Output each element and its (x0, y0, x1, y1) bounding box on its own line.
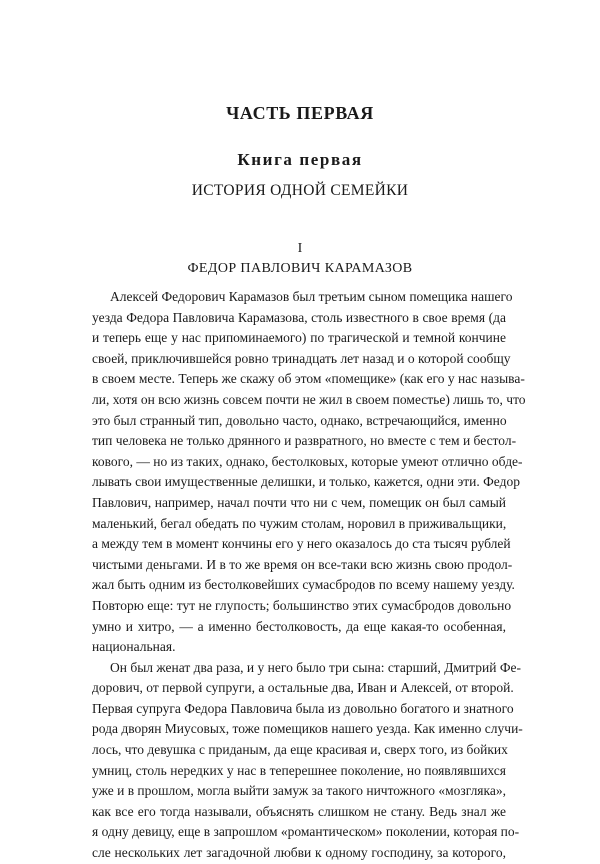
text-line: Повторю еще: тут не глупость; большинство этих сумасбродов довольно (92, 597, 512, 613)
book-title: Книга первая (237, 150, 363, 169)
text-line: Алексей Федорович Карамазов был третьим сыном помещика нашего (110, 289, 513, 304)
text-line: я одну девицу, еще в запрошлом «романтическом» поколении, которая по- (92, 824, 520, 840)
text-line: жал быть одним из бестолковейших сумасбродов по всему нашему уезду. (92, 577, 515, 593)
text-line: дорович, от первой супруги, а остальные два, Иван и Алексей, от второй. (92, 680, 514, 696)
text-line: уезда Федора Павловича Карамазова, столь известного в свое время (да (92, 309, 506, 325)
text-line: Павлович, например, начал почти что ни с чем, помещик он был самый (92, 494, 506, 510)
text-line: Он был женат два раза, и у него было три сына: старший, Дмитрий Фе- (110, 659, 521, 675)
part-title: ЧАСТЬ ПЕРВАЯ (226, 103, 374, 123)
text-line: а между тем в момент кончины его у него оказалось до ста тысяч рублей (92, 536, 511, 552)
text-line: в своем месте. Теперь же скажу об этом «помещике» (как его у нас называ- (92, 371, 525, 387)
text-line: маленький, бегал обедать по чужим столам, норовил в приживальщики, (92, 515, 507, 531)
text-line: умно и хитро, — а именно бестолковость, да еще какая-то особенная, (92, 618, 506, 634)
chapter-number: I (297, 241, 303, 256)
text-line: чистыми деньгами. И в то же время он все-таки всю жизнь свою продол- (92, 556, 513, 572)
text-line: Первая супруга Федора Павловича была из довольно богатого и знатного (92, 700, 514, 716)
text-line: ли, хотя он всю жизнь совсем почти не жил в своем поместье) лишь то, что (92, 391, 526, 407)
text-line: умниц, столь нередких у нас в теперешнее поколение, но появлявшихся (92, 762, 506, 778)
text-line: лывать свои имущественные делишки, и только, кажется, одни эти. Федор (92, 474, 520, 490)
chapter-title: ФЕДОР ПАВЛОВИЧ КАРАМАЗОВ (187, 261, 413, 276)
text-line: как все его тогда называли, объяснять слишком не стану. Ведь знал же (92, 803, 506, 819)
text-line: и теперь еще у нас припоминаемого) по трагической и темной кончине (92, 330, 506, 346)
body-text (92, 287, 526, 864)
text-line: своей, приключившейся ровно тринадцать лет назад и о которой сообщу (92, 350, 511, 366)
text-line: это был странный тип, довольно часто, однако, встречающийся, именно (92, 412, 507, 428)
text-line: кового, — но из таких, однако, бестолковых, которые умеют отлично обде- (92, 453, 523, 469)
text-line: сле нескольких лет загадочной любви к одному господину, за которого, (92, 845, 506, 861)
text-line: национальная. (92, 639, 176, 655)
text-line: уже и в прошлом, могла выйти замуж за такого ничтожного «мозгляка», (92, 783, 506, 799)
text-line: рода дворян Миусовых, тоже помещиков нашего уезда. Как именно случи- (92, 721, 523, 737)
book-subtitle: ИСТОРИЯ ОДНОЙ СЕМЕЙКИ (191, 182, 409, 199)
text-line: тип человека не только дрянного и развратного, но вместе с тем и бестол- (92, 433, 517, 449)
text-line: лось, что девушка с приданым, да еще красивая и, сверх того, из бойких (92, 742, 508, 758)
